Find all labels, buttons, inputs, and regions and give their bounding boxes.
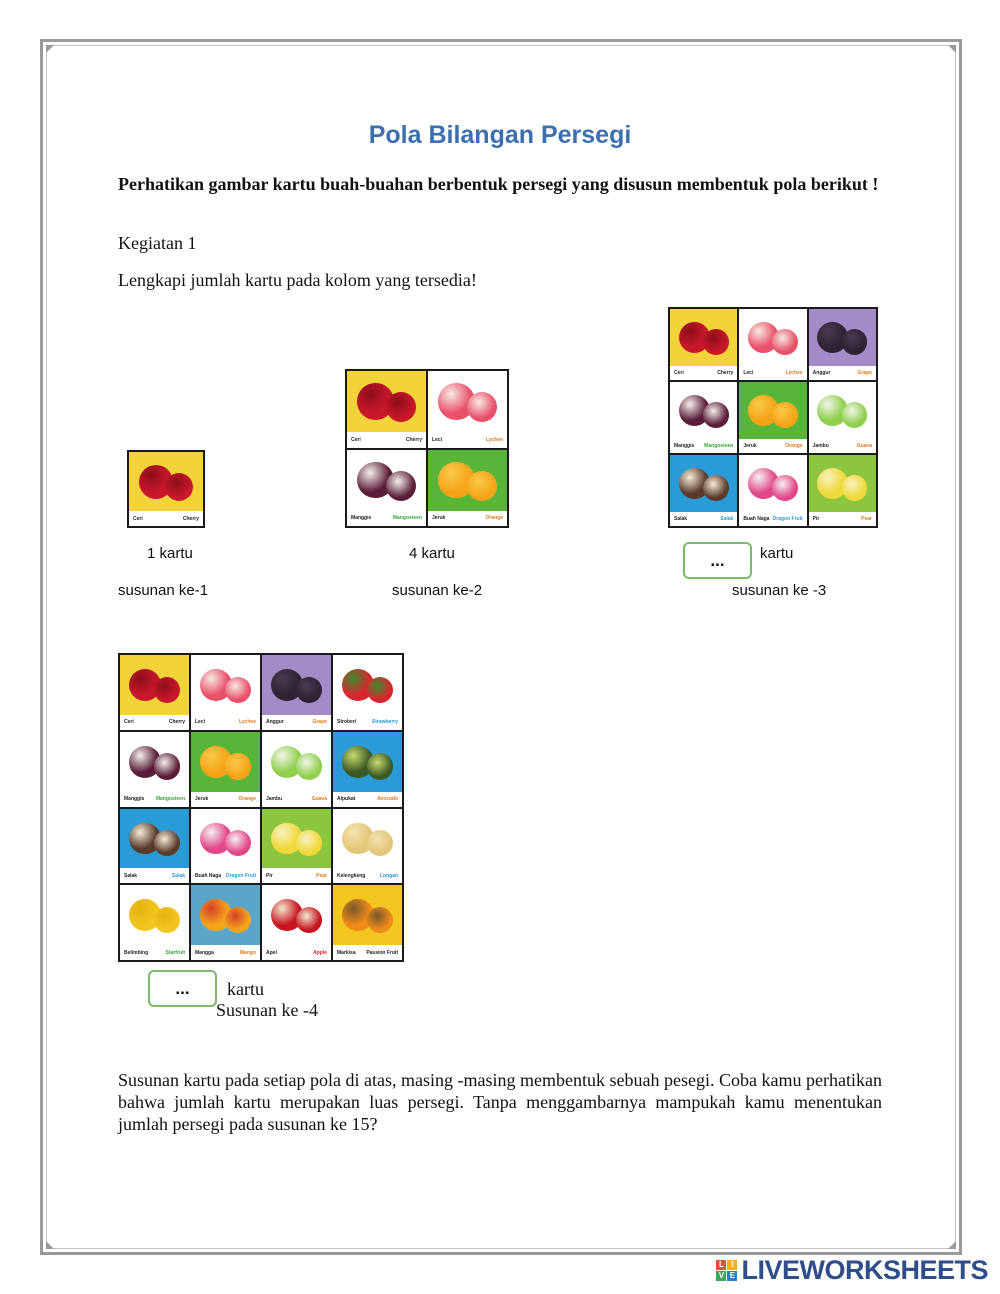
- count-label-2: 4 kartu: [409, 545, 455, 562]
- fruit-card-ceri: [670, 309, 737, 380]
- fruit-card-jambu: [262, 732, 331, 807]
- fruit-name-id: Leci: [743, 369, 754, 376]
- belimbing-fruit-icon: [120, 885, 189, 945]
- fruit-label: [809, 512, 876, 526]
- fruit-card-jeruk: [191, 732, 260, 807]
- fruit-name-en: Salak: [720, 515, 734, 522]
- kelengkeng-fruit-icon: [333, 809, 402, 869]
- fruit-label: [739, 366, 806, 380]
- fruit-name-en: Mango: [239, 949, 256, 956]
- fruit-label: [191, 945, 260, 960]
- logo-text: LIVEWORKSHEETS: [741, 1254, 988, 1285]
- fruit-name-en: Passion Fruit: [366, 949, 398, 956]
- fruit-name-en: Cherry: [717, 369, 734, 376]
- fruit-name-en: Starfruit: [165, 949, 185, 956]
- fruit-card-jambu: [809, 382, 876, 453]
- fruit-label: [428, 432, 507, 447]
- corner-ornament: [46, 45, 54, 53]
- fruit-label: [129, 511, 203, 526]
- fruit-label: [809, 366, 876, 380]
- answer-input-4[interactable]: ...: [148, 970, 217, 1007]
- fruit-card-jeruk: [428, 450, 507, 527]
- anggur-fruit-icon: [262, 655, 331, 715]
- fruit-label: [120, 868, 189, 883]
- leci-fruit-icon: [428, 371, 507, 432]
- jeruk-fruit-icon: [428, 450, 507, 511]
- fruit-label: [428, 511, 507, 526]
- fruit-name-id: Jeruk: [743, 442, 757, 449]
- logo-mark-icon: [716, 1260, 737, 1281]
- logo-letter: V: [716, 1271, 726, 1281]
- apel-fruit-icon: [262, 885, 331, 945]
- fruit-name-id: Pir: [266, 872, 273, 879]
- fruit-card-anggur: [809, 309, 876, 380]
- fruit-name-id: Buah Naga: [195, 872, 222, 879]
- instruction-text: Lengkapi jumlah kartu pada kolom yang tersedia!: [118, 270, 477, 290]
- corner-ornament: [948, 1241, 956, 1249]
- fruit-label: [739, 512, 806, 526]
- jeruk-fruit-icon: [191, 732, 260, 792]
- card-grid-1: [127, 450, 205, 528]
- fruit-name-en: Apple: [313, 949, 327, 956]
- fruit-name-en: Cherry: [168, 719, 185, 726]
- fruit-name-id: Ceri: [351, 436, 361, 443]
- fruit-name-id: Jeruk: [432, 515, 446, 522]
- fruit-name-en: Guava: [311, 796, 327, 803]
- fruit-card-belimbing: [120, 885, 189, 960]
- ceri-fruit-icon: [670, 309, 737, 366]
- fruit-card-ceri: [120, 655, 189, 730]
- intro-text: Perhatikan gambar kartu buah-buahan berbentuk persegi yang disusun membentuk pola berikut !: [118, 174, 879, 194]
- fruit-name-id: Leci: [432, 436, 443, 443]
- fruit-label: [262, 945, 331, 960]
- fruit-label: [191, 715, 260, 730]
- caption-1: susunan ke-1: [118, 582, 209, 599]
- fruit-card-salak: [120, 809, 189, 884]
- fruit-name-en: Lychee: [785, 369, 803, 376]
- fruit-name-id: Leci: [195, 719, 206, 726]
- fruit-card-buahnaga: [191, 809, 260, 884]
- unit-label-4: kartu: [227, 979, 264, 999]
- fruit-card-salak: [670, 455, 737, 526]
- ceri-fruit-icon: [120, 655, 189, 715]
- fruit-label: [347, 432, 426, 447]
- fruit-name-en: Pear: [861, 515, 872, 522]
- fruit-name-id: Pir: [812, 515, 820, 522]
- mangga-fruit-icon: [191, 885, 260, 945]
- fruit-card-leci: [428, 371, 507, 448]
- fruit-name-en: Lychee: [238, 719, 256, 726]
- corner-ornament: [46, 1241, 54, 1249]
- stroberi-fruit-icon: [333, 655, 402, 715]
- fruit-name-en: Grape: [312, 719, 327, 726]
- manggis-fruit-icon: [120, 732, 189, 792]
- fruit-label: [670, 439, 737, 453]
- liveworksheets-logo[interactable]: [716, 1255, 988, 1285]
- fruit-card-anggur: [262, 655, 331, 730]
- fruit-name-en: Dragon Fruit: [226, 872, 256, 879]
- fruit-name-en: Cherry: [405, 436, 422, 443]
- fruit-label: [333, 715, 402, 730]
- fruit-label: [739, 439, 806, 453]
- fruit-name-id: Ceri: [124, 719, 134, 726]
- salak-fruit-icon: [120, 809, 189, 869]
- fruit-card-markisa: [333, 885, 402, 960]
- fruit-card-stroberi: [333, 655, 402, 730]
- caption-3: susunan ke -3: [732, 582, 827, 599]
- fruit-name-en: Mangosteen: [155, 796, 185, 803]
- page-title: Pola Bilangan Persegi: [368, 121, 632, 149]
- fruit-label: [333, 945, 402, 960]
- fruit-name-id: Jambu: [812, 442, 829, 449]
- fruit-name-en: Lychee: [485, 436, 503, 443]
- fruit-name-id: Buah Naga: [743, 515, 770, 522]
- fruit-card-manggis: [670, 382, 737, 453]
- card-grid-3: [668, 307, 878, 528]
- fruit-name-en: Orange: [238, 796, 256, 803]
- fruit-card-buahnaga: [739, 455, 806, 526]
- markisa-fruit-icon: [333, 885, 402, 945]
- fruit-name-id: Jambu: [266, 796, 283, 803]
- jeruk-fruit-icon: [739, 382, 806, 439]
- activity-heading: Kegiatan 1: [118, 233, 197, 253]
- fruit-name-id: Belimbing: [124, 949, 149, 956]
- fruit-card-manggis: [120, 732, 189, 807]
- caption-2: susunan ke-2: [392, 582, 483, 599]
- fruit-name-id: Manggis: [124, 796, 145, 803]
- fruit-label: [347, 511, 426, 526]
- pir-fruit-icon: [262, 809, 331, 869]
- leci-fruit-icon: [191, 655, 260, 715]
- ceri-fruit-icon: [347, 371, 426, 432]
- fruit-name-en: Mangosteen: [392, 515, 422, 522]
- fruit-name-en: Orange: [785, 442, 803, 449]
- fruit-name-id: Anggur: [812, 369, 831, 376]
- fruit-label: [809, 439, 876, 453]
- fruit-label: [333, 792, 402, 807]
- fruit-card-pir: [809, 455, 876, 526]
- logo-letter: I: [727, 1260, 737, 1270]
- logo-letter: E: [727, 1271, 737, 1281]
- fruit-name-en: Pear: [316, 872, 327, 879]
- fruit-name-id: Jeruk: [195, 796, 209, 803]
- fruit-name-id: Alpukat: [337, 796, 356, 803]
- manggis-fruit-icon: [347, 450, 426, 511]
- count-label-1: 1 kartu: [147, 545, 193, 562]
- pir-fruit-icon: [809, 455, 876, 512]
- fruit-name-id: Anggur: [266, 719, 284, 726]
- fruit-card-ceri: [347, 371, 426, 448]
- caption-4: Susunan ke -4: [216, 1000, 318, 1020]
- fruit-name-en: Longan: [379, 872, 398, 879]
- buahnaga-fruit-icon: [191, 809, 260, 869]
- answer-input-3[interactable]: ...: [683, 542, 752, 579]
- fruit-label: [333, 868, 402, 883]
- buahnaga-fruit-icon: [739, 455, 806, 512]
- fruit-name-id: Salak: [124, 872, 138, 879]
- fruit-card-ceri: [129, 452, 203, 526]
- fruit-label: [670, 366, 737, 380]
- alpukat-fruit-icon: [333, 732, 402, 792]
- fruit-name-id: Ceri: [674, 369, 684, 376]
- fruit-name-id: Markisa: [337, 949, 356, 956]
- fruit-card-leci: [739, 309, 806, 380]
- fruit-card-jeruk: [739, 382, 806, 453]
- fruit-card-leci: [191, 655, 260, 730]
- fruit-card-pir: [262, 809, 331, 884]
- fruit-name-en: Mangosteen: [704, 442, 734, 449]
- manggis-fruit-icon: [670, 382, 737, 439]
- fruit-label: [262, 715, 331, 730]
- fruit-card-apel: [262, 885, 331, 960]
- fruit-label: [670, 512, 737, 526]
- jambu-fruit-icon: [262, 732, 331, 792]
- fruit-label: [191, 868, 260, 883]
- fruit-name-en: Avocado: [377, 796, 398, 803]
- fruit-label: [120, 792, 189, 807]
- fruit-name-id: Ceri: [133, 515, 143, 522]
- anggur-fruit-icon: [809, 309, 876, 366]
- fruit-card-alpukat: [333, 732, 402, 807]
- fruit-card-mangga: [191, 885, 260, 960]
- fruit-label: [120, 715, 189, 730]
- fruit-card-kelengkeng: [333, 809, 402, 884]
- leci-fruit-icon: [739, 309, 806, 366]
- closing-question: Susunan kartu pada setiap pola di atas, masing -masing membentuk sebuah pesegi. Coba kamu perhatikan bahwa jumlah kartu merupakan luas persegi. Tanpa menggambarnya mampukah kamu menentukan jumlah persegi pada susunan ke 15?: [118, 1070, 882, 1134]
- card-grid-4: [118, 653, 404, 962]
- fruit-name-id: Apel: [266, 949, 277, 956]
- fruit-label: [191, 792, 260, 807]
- fruit-name-id: Mangga: [195, 949, 214, 956]
- fruit-name-id: Kelengkeng: [337, 872, 366, 879]
- jambu-fruit-icon: [809, 382, 876, 439]
- fruit-name-en: Orange: [485, 515, 503, 522]
- fruit-name-id: Stroberi: [337, 719, 357, 726]
- fruit-name-en: Guava: [856, 442, 872, 449]
- fruit-name-en: Cherry: [182, 515, 199, 522]
- fruit-label: [262, 792, 331, 807]
- fruit-label: [120, 945, 189, 960]
- logo-letter: L: [716, 1260, 726, 1270]
- fruit-name-en: Salak: [171, 872, 185, 879]
- fruit-name-id: Manggis: [674, 442, 695, 449]
- fruit-label: [262, 868, 331, 883]
- fruit-name-en: Grape: [857, 369, 872, 376]
- fruit-card-manggis: [347, 450, 426, 527]
- salak-fruit-icon: [670, 455, 737, 512]
- fruit-name-en: Strawberry: [371, 719, 398, 726]
- unit-label-3: kartu: [760, 545, 794, 562]
- fruit-name-id: Salak: [674, 515, 688, 522]
- fruit-name-id: Manggis: [351, 515, 372, 522]
- corner-ornament: [948, 45, 956, 53]
- card-grid-2: [345, 369, 509, 528]
- ceri-fruit-icon: [129, 452, 203, 511]
- fruit-name-en: Dragon Fruit: [772, 515, 803, 522]
